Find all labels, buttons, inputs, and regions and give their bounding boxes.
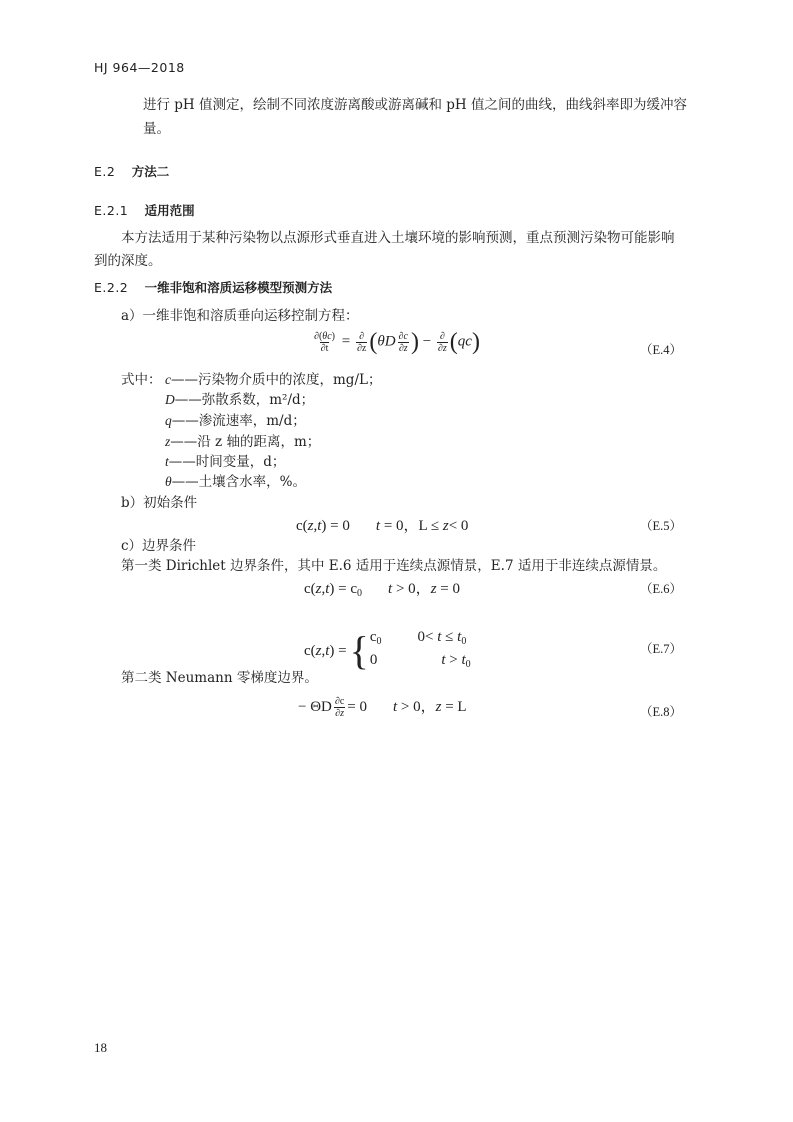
equation-number-e7: （E.7）: [640, 642, 683, 656]
neumann-text: 第二类 Neumann 零梯度边界。: [121, 670, 318, 686]
equation-e5: c(z,t) = 0 t = 0，L ≤ z< 0: [296, 518, 469, 534]
section-number: E.2.1: [94, 203, 129, 218]
item-b-label: b）初始条件: [121, 495, 198, 511]
scope-line-1: 本方法适用于某种污染物以点源形式垂直进入土壤环境的影响预测，重点预测污染物可能影响: [121, 230, 675, 246]
document-code: HJ 964—2018: [94, 60, 185, 75]
equation-number-e5: （E.5）: [640, 519, 683, 533]
equation-e7: c(z,t) = { $c_0$ $0< t \le t_0$ 0 $t > t_0$: [304, 628, 471, 673]
dirichlet-text: 第一类 Dirichlet 边界条件，其中 E.6 适用于连续点源情景，E.7 适用于非连续点源情景。: [121, 558, 667, 574]
section-title: 适用范围: [144, 203, 195, 218]
where-prefix: 式中：: [121, 372, 162, 388]
section-e22-heading: [94, 278, 332, 296]
where-var-theta: θ——土壤含水率，%。: [165, 474, 306, 490]
equation-e6: $c(z,t) = c_0$ t > 0，z = 0: [304, 581, 460, 599]
page-number: 18: [94, 1040, 107, 1055]
section-e21-heading: [94, 201, 195, 219]
section-e2-heading: [94, 162, 169, 180]
equation-e4: $\frac{\partial(\theta c)}{\partial t}$ = $\frac{\partial}{\partial z}$ (θD $\frac{\partial c}{\partial z}$ ) − $\frac{\partial}{\partial z}$ (qc): [314, 329, 480, 355]
where-var-q: q——渗流速率，m/d；: [165, 413, 306, 429]
item-c-label: c）边界条件: [121, 538, 197, 554]
intro-line-1: 进行 pH 值测定，绘制不同浓度游离酸或游离碱和 pH 值之间的曲线，曲线斜率即为缓冲容: [143, 97, 687, 113]
section-title: 方法二: [131, 164, 170, 179]
section-number: E.2.2: [94, 280, 129, 295]
equation-number-e4: （E.4）: [640, 343, 683, 357]
equation-e8: − ΘD $\frac{\partial c}{\partial z}$ = 0 t > 0，z = L: [298, 696, 467, 720]
scope-line-2: 到的深度。: [94, 253, 162, 269]
section-number: E.2: [94, 164, 116, 179]
equation-number-e8: （E.8）: [640, 705, 683, 719]
where-var-t: t——时间变量，d；: [165, 454, 286, 470]
where-var-z: z——沿 z 轴的距离，m；: [165, 434, 321, 450]
where-var-d: D——弥散系数，m²/d；: [165, 392, 315, 408]
item-a-label: a）一维非饱和溶质垂向运移控制方程：: [121, 308, 359, 324]
section-title: 一维非饱和溶质运移模型预测方法: [144, 280, 333, 295]
equation-number-e6: （E.6）: [640, 582, 683, 596]
intro-line-2: 量。: [143, 121, 170, 137]
where-var-c: c——污染物介质中的浓度，mg/L；: [165, 372, 382, 388]
